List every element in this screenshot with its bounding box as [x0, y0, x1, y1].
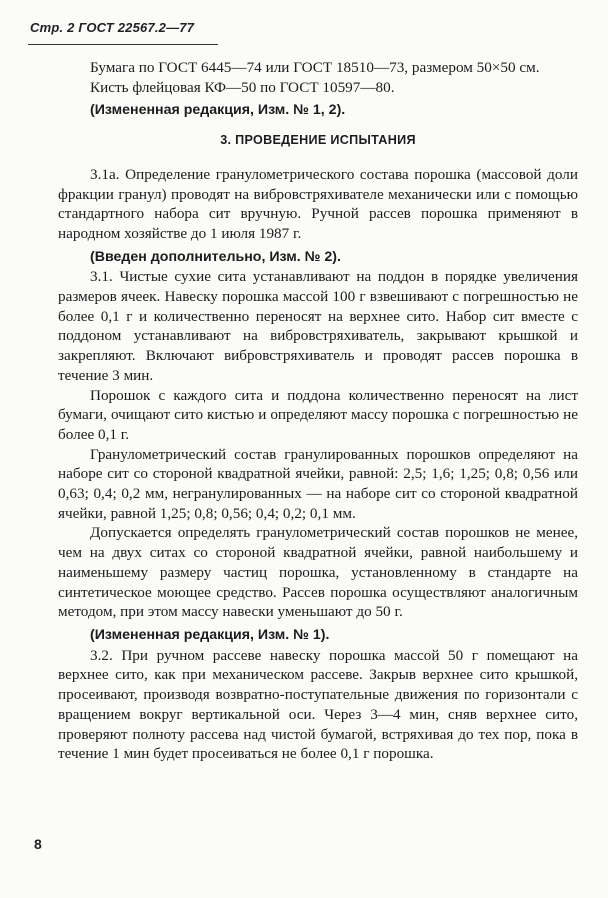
paragraph-granulometric: Гранулометрический состав гранулированных порошков определяют на наборе сит со стороной квадратной ячейки, равной: 2,5; 1,6; 1,25; 0,8; 0,56 или 0,63; 0,4; 0,2 мм, негранулированных — на наборе сит со стороной квадратной ячейки, равной 1,25; 0,8; 0,56; 0,4; 0,2; 0,1 мм. [58, 445, 578, 522]
edit-note-3-1a: (Введен дополнительно, Изм. № 2). [90, 248, 341, 265]
paragraph-paper: Бумага по ГОСТ 6445—74 или ГОСТ 18510—73, размером 50×50 см. [90, 59, 540, 76]
edit-note-3-1: (Измененная редакция, Изм. № 1). [90, 626, 330, 643]
body-text [58, 58, 578, 764]
paragraph-3-1: 3.1. Чистые сухие сита устанавливают на поддон в порядке увеличения размеров ячеек. Навеску порошка массой 100 г взвешивают с погрешностью не более 0,1 г и количественно переносят на верхнее сито. Набор сит вместе с поддоном устанавливают на вибровстряхиватель, закрывают крышкой и закрепляют. Включают вибровстряхиватель и проводят рассев порошка в течение 3 мин. [58, 268, 578, 384]
paragraph-3-1a: 3.1а. Определение гранулометрического состава порошка (массовой доли фракции гранул) проводят на вибровстряхивателе механически или с помощью стандартного набора сит вручную. Ручной рассев порошка применяют в народном хозяйстве до 1 июля 1987 г. [58, 165, 578, 242]
paragraph-allowed: Допускается определять гранулометрический состав порошков не менее, чем на двух ситах со стороной квадратной ячейки, равной наибольшему и наименьшему размеру частиц порошка, установленному в стандарте на синтетическое моющее средство. Рассев порошка осуществляют аналогичным методом, при этом массу навески уменьшают до 50 г. [58, 524, 578, 621]
edit-note-materials: (Измененная редакция, Изм. № 1, 2). [90, 102, 346, 119]
paragraph-brush: Кисть флейцовая КФ—50 по ГОСТ 10597—80. [90, 78, 395, 96]
paragraph-3-2: 3.2. При ручном рассеве навеску порошка массой 50 г помещают на верхнее сито, как при механическом рассеве. Закрыв верхнее сито крышкой, просеивают, производя возвратно-поступательные движения по горизонтали с вращением вокруг вертикальной оси. Через 3—4 мин, сняв верхнее сито, проверяют полноту рассева над чистой бумагой, встряхивая до тех пор, пока в течение 1 мин будет просеиваться не более 0,1 г порошка. [58, 646, 578, 763]
page-number: 8 [34, 836, 42, 852]
header-rule [28, 44, 218, 45]
running-head: Стр. 2 ГОСТ 22567.2—77 [30, 20, 195, 35]
paragraph-powder-transfer: Порошок с каждого сита и поддона количественно переносят на лист бумаги, очищают сито кистью и определяют массу порошка с погрешностью не более 0,1 г. [58, 386, 578, 443]
section-title: 3. ПРОВЕДЕНИЕ ИСПЫТАНИЯ [220, 133, 416, 148]
